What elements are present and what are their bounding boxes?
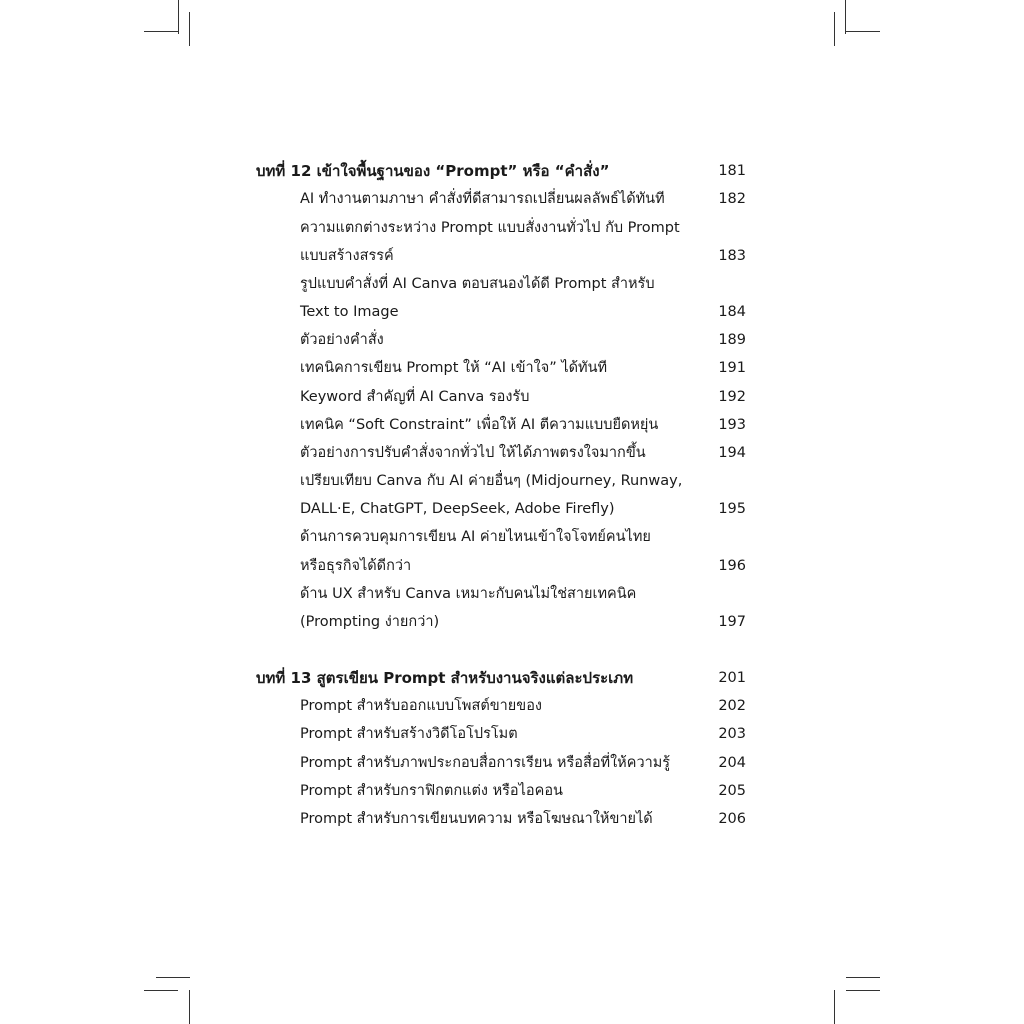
entry-title: Prompt สำหรับกราฟิกตกแต่ง หรือไอคอน [300,783,563,799]
page-number: 181 [718,163,746,179]
toc-entry [0,805,1024,833]
page-number: 197 [718,614,746,630]
entry-title: Prompt สำหรับภาพประกอบสื่อการเรียน หรือสื่อที่ให้ความรู้ [300,755,671,771]
toc-entry-continued [0,242,1024,270]
toc-entry-continued [0,552,1024,580]
entry-title: Prompt สำหรับสร้างวิดีโอโปรโมต [300,726,518,742]
toc-entry [0,354,1024,382]
page-number: 193 [718,417,746,433]
toc-entry [0,467,1024,495]
entry-title: แบบสร้างสรรค์ [300,248,394,264]
page-number: 192 [718,389,746,405]
entry-title: AI ทำงานตามภาษา คำสั่งที่ดีสามารถเปลี่ยนผลลัพธ์ได้ทันที [300,191,665,207]
entry-title: ด้านการควบคุมการเขียน AI ค่ายไหนเข้าใจโจทย์คนไทย [300,529,651,545]
toc-entry [0,439,1024,467]
toc-entry [0,692,1024,720]
entry-title: ตัวอย่างการปรับคำสั่งจากทั่วไป ให้ได้ภาพตรงใจมากขึ้น [300,445,646,461]
entry-title: Text to Image [300,304,399,320]
toc-entry [0,326,1024,354]
page-number: 202 [718,698,746,714]
entry-title: Prompt สำหรับออกแบบโพสต์ขายของ [300,698,542,714]
page-number: 201 [718,670,746,686]
entry-title: หรือธุรกิจได้ดีกว่า [300,558,412,574]
entry-title: เทคนิค “Soft Constraint” เพื่อให้ AI ตีความแบบยืดหยุ่น [300,417,659,433]
toc-entry-continued [0,608,1024,636]
toc-entry [0,214,1024,242]
toc-entry [0,185,1024,213]
entry-title: ด้าน UX สำหรับ Canva เหมาะกับคนไม่ใช่สายเทคนิค [300,586,637,602]
toc-entry [0,411,1024,439]
toc-entry-continued [0,495,1024,523]
page-number: 195 [718,501,746,517]
entry-title: (Prompting ง่ายกว่า) [300,614,440,630]
entry-title: DALL·E, ChatGPT, DeepSeek, Adobe Firefly) [300,501,615,517]
page-number: 203 [718,726,746,742]
toc-entry [0,749,1024,777]
toc-entry [0,270,1024,298]
entry-title: รูปแบบคำสั่งที่ AI Canva ตอบสนองได้ดี Prompt สำหรับ [300,276,655,292]
page-number: 194 [718,445,746,461]
toc-entry [0,777,1024,805]
entry-title: เปรียบเทียบ Canva กับ AI ค่ายอื่นๆ (Midjourney, Runway, [300,473,683,489]
entry-title: Keyword สำคัญที่ AI Canva รองรับ [300,389,530,405]
page-number: 184 [718,304,746,320]
page-number: 191 [718,360,746,376]
page-number: 206 [718,811,746,827]
entry-title: ตัวอย่างคำสั่ง [300,332,384,348]
toc-entry [0,580,1024,608]
toc-entry [0,720,1024,748]
entry-title: เทคนิคการเขียน Prompt ให้ “AI เข้าใจ” ได้ทันที [300,360,608,376]
toc-entry-continued [0,298,1024,326]
chapter-12-heading [0,157,1024,185]
page-number: 183 [718,248,746,264]
chapter-title: บทที่ 13 สูตรเขียน Prompt สำหรับงานจริงแต่ละประเภท [256,669,634,687]
page-number: 204 [718,755,746,771]
page-number: 182 [718,191,746,207]
page-number: 205 [718,783,746,799]
toc-entry [0,383,1024,411]
toc-entry [0,523,1024,551]
entry-title: Prompt สำหรับการเขียนบทความ หรือโฆษณาให้ขายได้ [300,811,653,827]
page-number: 189 [718,332,746,348]
entry-title: ความแตกต่างระหว่าง Prompt แบบสั่งงานทั่วไป กับ Prompt [300,220,680,236]
chapter-title: บทที่ 12 เข้าใจพื้นฐานของ “Prompt” หรือ “คำสั่ง” [256,162,610,180]
page-number: 196 [718,558,746,574]
chapter-13-heading [0,664,1024,692]
